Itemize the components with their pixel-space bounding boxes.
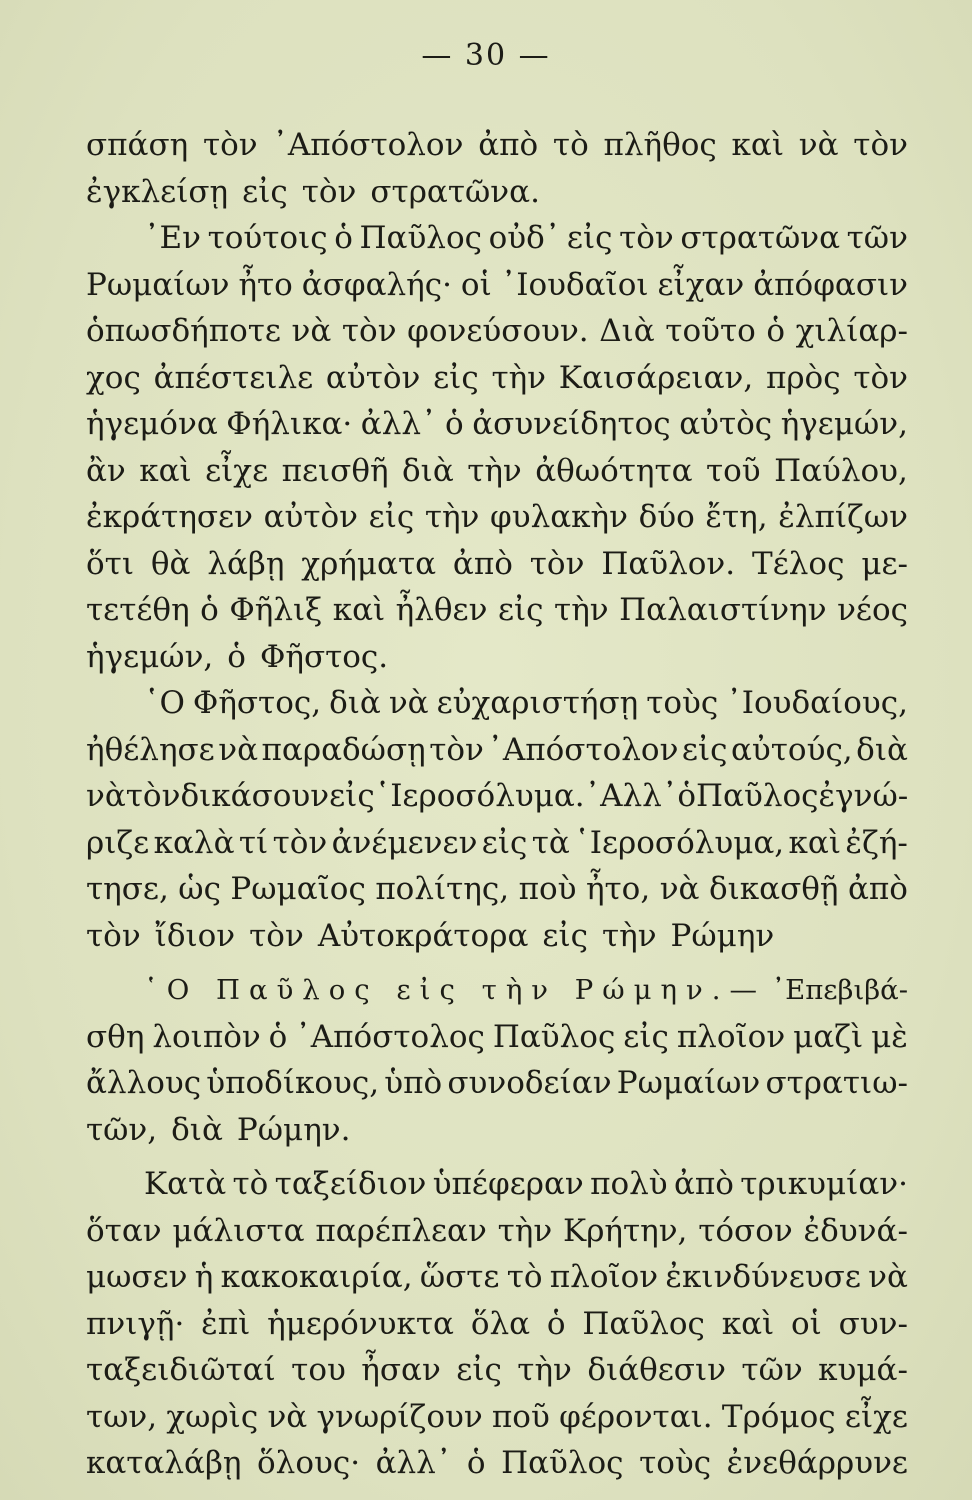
text-line <box>86 215 908 262</box>
word: ὑπέφεραν <box>432 1166 584 1202</box>
word: Ρώμην. <box>236 1111 351 1148</box>
word: με- <box>861 545 908 582</box>
word: Καισάρειαν, <box>558 359 754 396</box>
text-line <box>86 866 908 913</box>
word: Φῆλιξ <box>229 592 323 628</box>
word: ποὺ <box>518 871 577 907</box>
word: τὸν <box>853 127 908 163</box>
word: νὰ <box>798 127 839 163</box>
word: τοῦτο <box>665 313 756 349</box>
word: ὁ <box>546 1305 566 1342</box>
word: μὲ <box>871 1018 908 1055</box>
word: τῶν, <box>86 1111 158 1148</box>
text-line <box>86 262 908 309</box>
text-line <box>86 1161 908 1208</box>
word: Παῦλος <box>359 220 482 256</box>
word: του <box>291 1352 346 1388</box>
word: τόσον <box>698 1212 793 1249</box>
word: ἀλλ᾿ <box>360 406 437 442</box>
word: ὁ <box>766 313 786 349</box>
word: ᾿Αλλ᾿ <box>584 778 678 814</box>
word: πολίτης, <box>375 871 510 907</box>
word: Κατὰ <box>144 1166 227 1202</box>
word: νὰ <box>218 731 259 768</box>
text-line <box>86 634 908 681</box>
word: Παῦλος <box>501 1445 624 1481</box>
word: εἰς <box>623 1018 669 1055</box>
word: Τρόμος <box>721 1398 836 1435</box>
word: Φήλικα· <box>226 406 353 442</box>
word: ὁ <box>445 406 464 442</box>
text-line <box>86 1347 908 1394</box>
word: ἠθέλησε <box>86 731 215 768</box>
word: τί <box>238 824 269 861</box>
text-line <box>86 680 908 727</box>
word: εἶχε <box>205 452 269 489</box>
word: νὰ <box>86 778 126 814</box>
word: τοὺς <box>646 685 719 721</box>
word: ἀθωότητα <box>535 452 693 489</box>
word: τρικυμίαν· <box>740 1166 908 1202</box>
word: ῾Ιεροσόλυμα, <box>574 824 785 861</box>
text-line <box>86 1107 908 1154</box>
word: ᾿Απόστολον <box>487 731 679 768</box>
word: ὑποδίκους, <box>206 1065 380 1101</box>
word: ἦτο <box>238 266 293 303</box>
word: συν- <box>838 1305 908 1342</box>
word: τὰ <box>531 824 570 861</box>
word: εἰς <box>242 173 288 210</box>
word: τὴν <box>424 499 480 535</box>
word: Παλαιστίνην <box>619 592 827 628</box>
word: στρατῶνα <box>680 220 841 256</box>
word: ὅταν <box>86 1212 162 1249</box>
word: ὁ <box>466 1445 486 1481</box>
word: διὰ <box>856 731 908 768</box>
word: ἄλλους <box>86 1065 202 1101</box>
word: Παῦλον. <box>601 545 736 582</box>
word: των, <box>86 1398 158 1435</box>
word: ἀσυνείδητος <box>472 406 671 442</box>
word: χωρὶς <box>166 1398 259 1435</box>
word: εἰς <box>456 1352 502 1388</box>
word: ἡγεμών, <box>86 638 214 675</box>
word: ἀσφαλής· <box>301 266 452 303</box>
text-line <box>86 727 908 774</box>
word: χρήματα <box>301 545 437 582</box>
word: ὁ <box>677 778 696 814</box>
word: χιλίαρ- <box>795 313 908 349</box>
word: δικασθῇ <box>708 871 839 907</box>
word: χος <box>86 359 141 396</box>
text-line <box>86 773 908 820</box>
word: δικάσουν <box>180 778 330 814</box>
word: ᾿Εν <box>144 220 201 256</box>
word: καταλάβῃ <box>86 1445 242 1481</box>
text-line <box>86 1440 908 1487</box>
word: ἔτη, <box>705 499 768 535</box>
word: Ρωμαίων <box>86 266 230 303</box>
word: καὶ <box>731 127 785 163</box>
text-line <box>86 820 908 867</box>
word: νὰ <box>388 685 429 721</box>
word: πρὸς <box>765 359 841 396</box>
word: μωσεν <box>86 1259 188 1295</box>
section-heading: ῾Ο Παῦλος εἰς τὴν Ρώμην.— <box>144 974 766 1006</box>
word: ὁ <box>227 638 246 675</box>
word: Παῦλος <box>492 1018 616 1055</box>
text-line <box>86 587 908 634</box>
word: Διὰ <box>599 313 655 349</box>
word: Παύλου, <box>774 452 908 489</box>
word: αὐτὸν <box>263 499 359 535</box>
word: λοιπὸν <box>152 1018 261 1055</box>
text-line <box>86 401 908 448</box>
word: ταξειδιῶταί <box>86 1352 276 1388</box>
word: ὅλα <box>470 1305 531 1342</box>
word: τούτοις <box>207 220 328 256</box>
text-line <box>86 913 908 960</box>
word: παραδώσῃ <box>261 731 426 768</box>
word: Ρωμαῖος <box>230 871 366 907</box>
word: ῾Ιεροσόλυμα. <box>374 778 585 814</box>
word: ὁ <box>200 592 219 628</box>
word: μαζὶ <box>793 1018 864 1055</box>
word: Φῆστος, <box>192 685 322 721</box>
word: τὸν <box>125 778 181 814</box>
word: ᾿Ιουδαίους, <box>726 685 908 721</box>
word: ἀπὸ <box>673 1166 734 1202</box>
word: ἀπόφασιν <box>753 266 908 303</box>
word: τὸ <box>506 1259 543 1295</box>
word: ὁ <box>334 220 353 256</box>
word: τὴν <box>497 1212 553 1249</box>
word: πεισθῆ <box>281 452 389 489</box>
word: καὶ <box>721 1305 775 1342</box>
word: τὸν <box>202 127 258 163</box>
word: νέος <box>837 592 908 628</box>
word: πλοῖον <box>676 1018 786 1055</box>
page-number: — 30 — <box>421 38 551 73</box>
word: ὅτι <box>86 545 134 582</box>
text-line <box>86 122 908 169</box>
word: φέρονται. <box>559 1398 713 1435</box>
word: ἀπὸ <box>847 871 908 907</box>
word: ἀνέμενεν <box>331 824 478 861</box>
word: καὶ <box>332 592 386 628</box>
word: ἦτο, <box>585 871 651 907</box>
word: νὰ <box>659 871 700 907</box>
word: Παῦλος <box>582 1305 705 1342</box>
word: ἐλπίζων <box>778 499 908 535</box>
word: τὸν <box>529 545 585 582</box>
word: ᾿Ιουδαῖοι <box>500 266 649 303</box>
word: σθη <box>86 1018 145 1055</box>
text-line <box>86 355 908 402</box>
text-line <box>86 541 908 588</box>
word: ὅλους· <box>257 1445 361 1481</box>
word: συνοδείαν <box>447 1065 612 1101</box>
word: ῾Ο <box>144 685 185 721</box>
word: εὐχαριστήσῃ <box>436 685 639 721</box>
word: ἐδυνά- <box>803 1212 908 1249</box>
word: Ρωμαίων <box>616 1065 761 1101</box>
word: Παῦλος <box>696 778 819 814</box>
word: εἰς <box>681 731 728 768</box>
word: τησε, <box>86 871 169 907</box>
word: κυμά- <box>818 1352 908 1388</box>
text-line <box>86 1014 908 1061</box>
word: ἐκινδύνευσε <box>665 1259 861 1295</box>
word: ταξείδιον <box>274 1166 427 1202</box>
word: ριζε <box>86 824 150 861</box>
word: τὸν <box>853 359 908 396</box>
word: ὁ <box>268 1018 288 1055</box>
word: οὐδ᾿ <box>488 220 561 256</box>
word: Φῆστος. <box>259 638 389 675</box>
word: τὸν <box>272 824 328 861</box>
word: τὴν <box>554 592 609 628</box>
text-line <box>86 1208 908 1255</box>
text-line <box>86 1394 908 1441</box>
text-line <box>86 1060 908 1107</box>
text-line <box>86 308 908 355</box>
text-line <box>86 1254 908 1301</box>
text-line <box>86 494 908 541</box>
word: γνωρίζουν <box>316 1398 483 1435</box>
word: δύο <box>638 499 695 535</box>
word: εἰς <box>329 778 375 814</box>
word: σπάση <box>86 127 189 163</box>
word: τοὺς <box>639 1445 712 1481</box>
word: μάλιστα <box>172 1212 305 1249</box>
word: ἐγνώ- <box>818 778 908 814</box>
word: καὶ <box>139 452 192 489</box>
word: παρέπλεαν <box>315 1212 487 1249</box>
word: διάθεσιν <box>587 1352 726 1388</box>
word: φυλακὴν <box>490 499 628 535</box>
word: εἰς <box>481 824 528 861</box>
word: ἀπέστειλε <box>153 359 314 396</box>
word: καὶ <box>788 824 842 861</box>
word: διὰ <box>171 1111 223 1148</box>
word: Αὐτοκράτορα <box>317 917 529 954</box>
word: ἴδιον <box>154 917 236 954</box>
word: τῶν <box>846 220 908 256</box>
word: διὰ <box>329 685 381 721</box>
word: ἂν <box>86 452 126 489</box>
word: αὐτούς, <box>731 731 853 768</box>
word: Τέλος <box>752 545 845 582</box>
word: πλοῖον <box>549 1259 659 1295</box>
word: ᾿Απόστολον <box>272 127 464 163</box>
word: φονεύσουν. <box>407 313 589 349</box>
word: νὰ <box>291 313 332 349</box>
word: ἡμερόνυκτα <box>267 1305 454 1342</box>
word: ἐνεθάρρυνε <box>726 1445 908 1481</box>
word: ἐπὶ <box>201 1305 251 1342</box>
text-line <box>86 448 908 495</box>
word: αὐτὸν <box>325 359 421 396</box>
word: ἦσαν <box>361 1352 441 1388</box>
word: ἡγεμών, <box>780 406 908 442</box>
word: ὑπὸ <box>384 1065 443 1101</box>
word: κακοκαιρία, <box>220 1259 413 1295</box>
word: ὁπωσδήποτε <box>86 313 281 349</box>
text-fragment: ᾿Επεβιβά- <box>771 974 908 1006</box>
word: τὴν <box>491 359 547 396</box>
word: ἐγκλείσῃ <box>86 173 229 210</box>
word: εἰς <box>497 592 544 628</box>
word: ἀπὸ <box>478 127 539 163</box>
word: Κρήτην, <box>563 1212 688 1249</box>
word: ποῦ <box>491 1398 550 1435</box>
word: νὰ <box>868 1259 908 1295</box>
word: οἱ <box>791 1305 822 1342</box>
word: ἀπὸ <box>452 545 513 582</box>
text-line <box>86 1301 908 1348</box>
word: εἶχαν <box>657 266 745 303</box>
word: ἡγεμόνα <box>86 406 218 442</box>
word: ἡ <box>194 1259 214 1295</box>
word: τὸν <box>301 173 357 210</box>
word: τὴν <box>517 1352 572 1388</box>
word: τὴν <box>601 917 657 954</box>
word: λάβῃ <box>207 545 285 582</box>
word: τὸ <box>232 1166 269 1202</box>
word: τὸν <box>341 313 397 349</box>
word: εἰς <box>368 499 415 535</box>
word: τὸν <box>429 731 484 768</box>
word: εἰς <box>542 917 588 954</box>
word: τὴν <box>467 452 522 489</box>
word: πολὺ <box>590 1166 668 1202</box>
word: πλῆθος <box>603 127 717 163</box>
text-line <box>86 169 908 216</box>
word: πνιγῇ· <box>86 1305 185 1342</box>
word: τὸν <box>619 220 674 256</box>
word: εἶχε <box>844 1398 908 1435</box>
section-heading-line <box>86 967 908 1014</box>
word: θὰ <box>150 545 191 582</box>
body-text <box>86 122 908 1487</box>
word: εἰς <box>566 220 613 256</box>
word: ᾿Απόστολος <box>295 1018 485 1055</box>
word: στρατῶνα. <box>370 173 540 210</box>
word: οἱ <box>460 266 492 303</box>
word: ἦλθεν <box>395 592 488 628</box>
word: τὸν <box>86 917 141 954</box>
word: Ρώμην <box>670 917 775 954</box>
word: ἀλλ᾿ <box>375 1445 452 1481</box>
word: τετέθη <box>86 592 190 628</box>
word: τὸ <box>552 127 589 163</box>
word: τῶν <box>741 1352 803 1388</box>
word: καλὰ <box>153 824 235 861</box>
word: διὰ <box>402 452 454 489</box>
word: ὡς <box>178 871 221 907</box>
word: τοῦ <box>705 452 761 489</box>
word: εἰς <box>433 359 479 396</box>
word: στρατιω- <box>765 1065 908 1101</box>
word: αὐτὸς <box>679 406 773 442</box>
word: νὰ <box>267 1398 308 1435</box>
word: ἐκράτησεν <box>86 499 253 535</box>
word: ἐζή- <box>845 824 908 861</box>
word: τὸν <box>249 917 304 954</box>
word: ὥστε <box>419 1259 500 1295</box>
